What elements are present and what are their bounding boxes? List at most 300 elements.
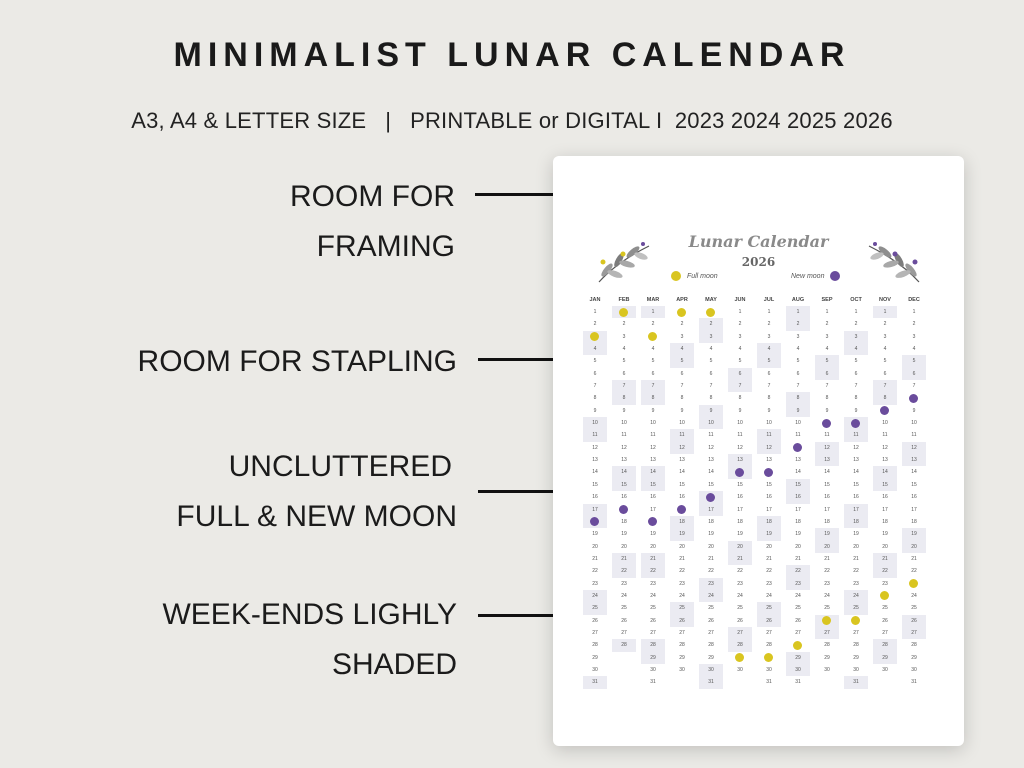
day-cell: 11 — [911, 432, 917, 439]
day-cell: 21 — [641, 553, 665, 565]
day-cell: 21 — [873, 553, 897, 565]
day-cell — [844, 615, 868, 627]
day-cell — [583, 331, 607, 343]
day-cell: 20 — [592, 543, 598, 550]
day-cell: 25 — [650, 605, 656, 612]
day-cell: 27 — [795, 629, 801, 636]
day-cell: 12 — [815, 442, 839, 454]
day-cell: 15 — [641, 479, 665, 491]
day-cell: 20 — [795, 543, 801, 550]
day-cell: 23 — [853, 580, 859, 587]
day-cell: 28 — [853, 642, 859, 649]
full-moon-icon — [619, 308, 628, 317]
day-cell: 27 — [621, 629, 627, 636]
day-cell: 21 — [853, 555, 859, 562]
day-cell: 6 — [815, 368, 839, 380]
day-cell: 14 — [612, 466, 636, 478]
day-cell: 4 — [796, 346, 800, 353]
day-cell: 13 — [679, 457, 685, 464]
new-moon-icon — [793, 443, 802, 452]
day-cell: 9 — [699, 405, 723, 417]
day-cell: 22 — [641, 565, 665, 577]
day-cell: 25 — [882, 605, 888, 612]
day-cell: 30 — [911, 666, 917, 673]
day-cell: 25 — [621, 605, 627, 612]
day-cell: 31 — [844, 676, 868, 688]
day-cell: 14 — [824, 469, 830, 476]
day-cell: 4 — [825, 346, 829, 353]
day-cell: 24 — [737, 592, 743, 599]
day-cell — [583, 516, 607, 528]
day-cell: 12 — [708, 444, 714, 451]
day-cell: 24 — [650, 592, 656, 599]
day-cell: 7 — [767, 383, 771, 390]
day-cell — [728, 652, 752, 664]
day-cell: 31 — [766, 679, 772, 686]
day-cell: 18 — [737, 518, 743, 525]
month-label: NOV — [879, 297, 891, 303]
day-cell: 24 — [844, 590, 868, 602]
day-cell: 27 — [650, 629, 656, 636]
day-cell: 30 — [853, 666, 859, 673]
day-cell: 5 — [622, 358, 626, 365]
day-cell: 4 — [883, 346, 887, 353]
day-cell: 31 — [795, 679, 801, 686]
month-label: OCT — [850, 297, 862, 303]
month-column-mar — [641, 294, 665, 689]
day-cell: 31 — [911, 679, 917, 686]
full-moon-icon — [793, 641, 802, 650]
day-cell: 8 — [709, 395, 713, 402]
day-cell: 29 — [641, 652, 665, 664]
month-label: JAN — [589, 297, 601, 303]
day-cell: 4 — [622, 346, 626, 353]
day-cell: 14 — [641, 466, 665, 478]
day-cell: 16 — [621, 494, 627, 501]
day-cell: 16 — [786, 491, 810, 503]
day-cell: 25 — [795, 605, 801, 612]
day-cell: 10 — [650, 420, 656, 427]
day-cell: 21 — [911, 555, 917, 562]
day-cell: 27 — [902, 627, 926, 639]
day-cell: 8 — [825, 395, 829, 402]
new-moon-icon — [706, 493, 715, 502]
day-cell: 17 — [583, 504, 607, 516]
day-cell: 8 — [641, 392, 665, 404]
day-cell: 22 — [592, 568, 598, 575]
day-cell: 13 — [766, 457, 772, 464]
day-cell: 30 — [824, 666, 830, 673]
day-cell: 25 — [670, 602, 694, 614]
day-cell: 4 — [670, 343, 694, 355]
day-cell: 16 — [592, 494, 598, 501]
day-cell: 5 — [738, 358, 742, 365]
day-cell — [699, 491, 723, 503]
day-cell: 9 — [622, 407, 626, 414]
new-moon-icon — [909, 394, 918, 403]
day-cell: 4 — [651, 346, 655, 353]
day-cell: 24 — [621, 592, 627, 599]
day-cell: 24 — [679, 592, 685, 599]
day-cell: 28 — [592, 642, 598, 649]
month-label: MAY — [705, 297, 717, 303]
day-cell: 27 — [728, 627, 752, 639]
day-cell: 8 — [854, 395, 858, 402]
day-cell: 13 — [650, 457, 656, 464]
day-cell: 16 — [911, 494, 917, 501]
day-cell: 2 — [786, 318, 810, 330]
day-cell: 23 — [737, 580, 743, 587]
day-cell: 29 — [786, 652, 810, 664]
day-cell: 28 — [873, 639, 897, 651]
day-cell: 25 — [583, 602, 607, 614]
day-cell: 5 — [757, 355, 781, 367]
day-cell: 28 — [824, 642, 830, 649]
day-cell: 28 — [911, 642, 917, 649]
day-cell: 24 — [699, 590, 723, 602]
day-cell: 1 — [854, 309, 858, 315]
day-cell: 28 — [766, 642, 772, 649]
day-cell: 18 — [621, 518, 627, 525]
day-cell: 24 — [583, 590, 607, 602]
day-cell: 1 — [873, 306, 897, 318]
day-cell: 19 — [853, 531, 859, 538]
new-moon-icon — [735, 468, 744, 477]
day-cell: 19 — [737, 531, 743, 538]
day-cell: 1 — [738, 309, 742, 315]
day-cell: 19 — [882, 531, 888, 538]
day-cell: 24 — [911, 592, 917, 599]
day-cell: 20 — [766, 543, 772, 550]
day-cell: 16 — [679, 494, 685, 501]
day-cell: 6 — [796, 370, 800, 377]
day-cell: 14 — [853, 469, 859, 476]
day-cell: 13 — [882, 457, 888, 464]
day-cell: 18 — [882, 518, 888, 525]
day-cell: 10 — [679, 420, 685, 427]
day-cell: 17 — [766, 506, 772, 513]
day-cell: 28 — [679, 642, 685, 649]
day-cell: 9 — [651, 407, 655, 414]
day-cell: 12 — [902, 442, 926, 454]
new-moon-icon — [677, 505, 686, 514]
callout-weekends: WEEK-ENDS LIGHLY SHADED — [162, 598, 457, 681]
calendar-year: 2026 — [741, 255, 776, 269]
day-cell: 19 — [757, 528, 781, 540]
day-cell: 29 — [853, 654, 859, 661]
day-cell: 7 — [912, 383, 916, 390]
day-cell: 5 — [883, 358, 887, 365]
full-moon-icon — [764, 653, 773, 662]
day-cell: 11 — [844, 429, 868, 441]
day-cell: 5 — [651, 358, 655, 365]
day-cell: 12 — [650, 444, 656, 451]
day-cell: 20 — [650, 543, 656, 550]
day-cell: 16 — [824, 494, 830, 501]
day-cell: 23 — [766, 580, 772, 587]
day-cell: 24 — [795, 592, 801, 599]
day-cell: 19 — [902, 528, 926, 540]
day-cell: 27 — [592, 629, 598, 636]
day-cell: 3 — [912, 333, 916, 340]
day-cell: 11 — [583, 429, 607, 441]
day-cell: 18 — [757, 516, 781, 528]
day-cell: 1 — [912, 309, 916, 315]
day-cell: 3 — [767, 333, 771, 340]
callout-uncluttered-1: UNCLUTTERED — [228, 450, 452, 483]
day-cell — [844, 417, 868, 429]
day-cell: 27 — [815, 627, 839, 639]
day-cell: 15 — [708, 481, 714, 488]
day-cell — [902, 392, 926, 404]
day-cell: 2 — [825, 321, 829, 328]
day-cell: 19 — [670, 528, 694, 540]
day-cell: 18 — [911, 518, 917, 525]
month-label: APR — [676, 297, 688, 303]
day-cell: 18 — [824, 518, 830, 525]
day-cell: 31 — [583, 676, 607, 688]
day-cell: 13 — [592, 457, 598, 464]
day-cell: 15 — [786, 479, 810, 491]
new-moon-icon — [851, 419, 860, 428]
day-cell: 30 — [650, 666, 656, 673]
day-cell: 20 — [902, 541, 926, 553]
callout-uncluttered-2: FULL & NEW MOON — [176, 500, 457, 533]
day-cell: 22 — [766, 568, 772, 575]
day-cell: 23 — [824, 580, 830, 587]
day-cell: 18 — [795, 518, 801, 525]
day-cell: 6 — [651, 370, 655, 377]
day-cell: 4 — [583, 343, 607, 355]
day-cell: 28 — [708, 642, 714, 649]
day-cell: 15 — [737, 481, 743, 488]
page-title: MINIMALIST LUNAR CALENDAR — [173, 36, 851, 74]
day-cell: 5 — [670, 355, 694, 367]
day-cell: 22 — [679, 568, 685, 575]
day-cell: 5 — [709, 358, 713, 365]
day-cell: 29 — [911, 654, 917, 661]
day-cell: 13 — [795, 457, 801, 464]
day-cell: 18 — [708, 518, 714, 525]
day-cell: 5 — [902, 355, 926, 367]
day-cell: 10 — [911, 420, 917, 427]
day-cell: 10 — [583, 417, 607, 429]
day-cell — [641, 331, 665, 343]
day-cell: 3 — [622, 333, 626, 340]
day-cell: 17 — [882, 506, 888, 513]
day-cell: 4 — [912, 346, 916, 353]
day-cell: 15 — [911, 481, 917, 488]
day-cell: 25 — [911, 605, 917, 612]
day-cell: 31 — [650, 679, 656, 686]
day-cell: 26 — [708, 617, 714, 624]
month-label: FEB — [618, 297, 630, 303]
day-cell: 25 — [844, 602, 868, 614]
day-cell: 26 — [795, 617, 801, 624]
day-cell: 16 — [882, 494, 888, 501]
day-cell: 22 — [911, 568, 917, 575]
new-moon-icon — [648, 517, 657, 526]
day-cell: 15 — [873, 479, 897, 491]
month-label: AUG — [791, 297, 805, 303]
month-column-sep — [815, 294, 839, 676]
day-cell: 18 — [844, 516, 868, 528]
day-cell: 26 — [621, 617, 627, 624]
day-cell: 17 — [699, 504, 723, 516]
day-cell: 10 — [795, 420, 801, 427]
day-cell: 9 — [738, 407, 742, 414]
day-cell: 3 — [680, 333, 684, 340]
day-cell: 13 — [728, 454, 752, 466]
day-cell: 22 — [824, 568, 830, 575]
day-cell: 1 — [593, 309, 597, 315]
month-column-aug — [786, 294, 810, 689]
day-cell: 15 — [853, 481, 859, 488]
day-cell: 14 — [873, 466, 897, 478]
day-cell: 10 — [699, 417, 723, 429]
day-cell: 17 — [824, 506, 830, 513]
day-cell: 13 — [708, 457, 714, 464]
day-cell: 26 — [882, 617, 888, 624]
day-cell: 20 — [882, 543, 888, 550]
day-cell: 17 — [795, 506, 801, 513]
day-cell: 6 — [902, 368, 926, 380]
day-cell: 6 — [854, 370, 858, 377]
day-cell: 11 — [795, 432, 801, 439]
month-column-apr — [670, 294, 694, 676]
day-cell: 29 — [873, 652, 897, 664]
day-cell: 20 — [621, 543, 627, 550]
day-cell: 1 — [641, 306, 665, 318]
new-moon-icon — [822, 419, 831, 428]
day-cell: 19 — [815, 528, 839, 540]
month-column-jun — [728, 294, 752, 676]
day-cell: 28 — [641, 639, 665, 651]
month-column-jul — [757, 294, 781, 689]
day-cell: 4 — [738, 346, 742, 353]
day-cell: 3 — [796, 333, 800, 340]
day-cell: 2 — [883, 321, 887, 328]
day-cell: 12 — [882, 444, 888, 451]
day-cell: 11 — [650, 432, 656, 439]
day-cell: 12 — [670, 442, 694, 454]
day-cell — [786, 442, 810, 454]
full-moon-icon — [851, 616, 860, 625]
day-cell: 10 — [882, 420, 888, 427]
day-cell: 14 — [795, 469, 801, 476]
day-cell: 30 — [737, 666, 743, 673]
full-moon-icon — [822, 616, 831, 625]
day-cell: 2 — [593, 321, 597, 328]
day-cell: 15 — [679, 481, 685, 488]
day-cell: 30 — [786, 664, 810, 676]
day-cell — [670, 306, 694, 318]
new-moon-icon — [880, 406, 889, 415]
day-cell: 7 — [728, 380, 752, 392]
day-cell: 4 — [844, 343, 868, 355]
day-cell: 9 — [767, 407, 771, 414]
day-cell: 21 — [612, 553, 636, 565]
day-cell: 16 — [766, 494, 772, 501]
day-cell: 9 — [786, 405, 810, 417]
day-cell: 7 — [873, 380, 897, 392]
day-cell: 7 — [593, 383, 597, 390]
day-cell: 7 — [854, 383, 858, 390]
day-cell: 25 — [737, 605, 743, 612]
day-cell: 15 — [766, 481, 772, 488]
day-cell: 12 — [737, 444, 743, 451]
day-cell: 8 — [873, 392, 897, 404]
month-column-jan — [583, 294, 607, 689]
day-cell: 23 — [621, 580, 627, 587]
day-cell: 11 — [824, 432, 830, 439]
day-cell: 26 — [670, 615, 694, 627]
day-cell: 28 — [728, 639, 752, 651]
day-cell: 19 — [795, 531, 801, 538]
new-moon-icon — [830, 271, 840, 281]
month-label: JUN — [734, 297, 746, 303]
full-moon-icon — [909, 579, 918, 588]
day-cell — [757, 652, 781, 664]
legend-full-label: Full moon — [686, 272, 718, 280]
day-cell: 6 — [680, 370, 684, 377]
day-cell: 4 — [709, 346, 713, 353]
day-cell: 16 — [853, 494, 859, 501]
day-cell: 4 — [757, 343, 781, 355]
day-cell: 16 — [650, 494, 656, 501]
day-cell: 25 — [708, 605, 714, 612]
day-cell: 17 — [737, 506, 743, 513]
day-cell: 26 — [737, 617, 743, 624]
day-cell — [612, 504, 636, 516]
day-cell: 11 — [757, 429, 781, 441]
day-cell: 3 — [738, 333, 742, 340]
day-cell: 13 — [853, 457, 859, 464]
day-cell: 13 — [621, 457, 627, 464]
day-cell: 25 — [824, 605, 830, 612]
new-moon-icon — [764, 468, 773, 477]
day-cell: 22 — [612, 565, 636, 577]
day-cell: 11 — [670, 429, 694, 441]
day-cell: 2 — [680, 321, 684, 328]
day-cell: 20 — [679, 543, 685, 550]
day-cell: 5 — [854, 358, 858, 365]
day-cell: 22 — [853, 568, 859, 575]
day-cell: 2 — [738, 321, 742, 328]
day-cell: 6 — [593, 370, 597, 377]
day-cell: 20 — [815, 541, 839, 553]
day-cell — [757, 466, 781, 478]
callout-framing: ROOM FOR FRAMING — [290, 180, 455, 263]
day-cell: 21 — [824, 555, 830, 562]
month-column-may — [699, 294, 723, 689]
legend-full-moon — [671, 271, 718, 281]
day-cell: 8 — [786, 392, 810, 404]
day-cell: 1 — [786, 306, 810, 318]
day-cell: 21 — [679, 555, 685, 562]
day-cell: 29 — [679, 654, 685, 661]
day-cell: 14 — [911, 469, 917, 476]
legend-new-moon — [791, 271, 840, 281]
day-cell: 15 — [824, 481, 830, 488]
day-cell — [873, 405, 897, 417]
day-cell: 6 — [709, 370, 713, 377]
day-cell: 30 — [766, 666, 772, 673]
day-cell: 27 — [679, 629, 685, 636]
day-cell: 19 — [592, 531, 598, 538]
day-cell: 29 — [708, 654, 714, 661]
day-cell: 6 — [622, 370, 626, 377]
